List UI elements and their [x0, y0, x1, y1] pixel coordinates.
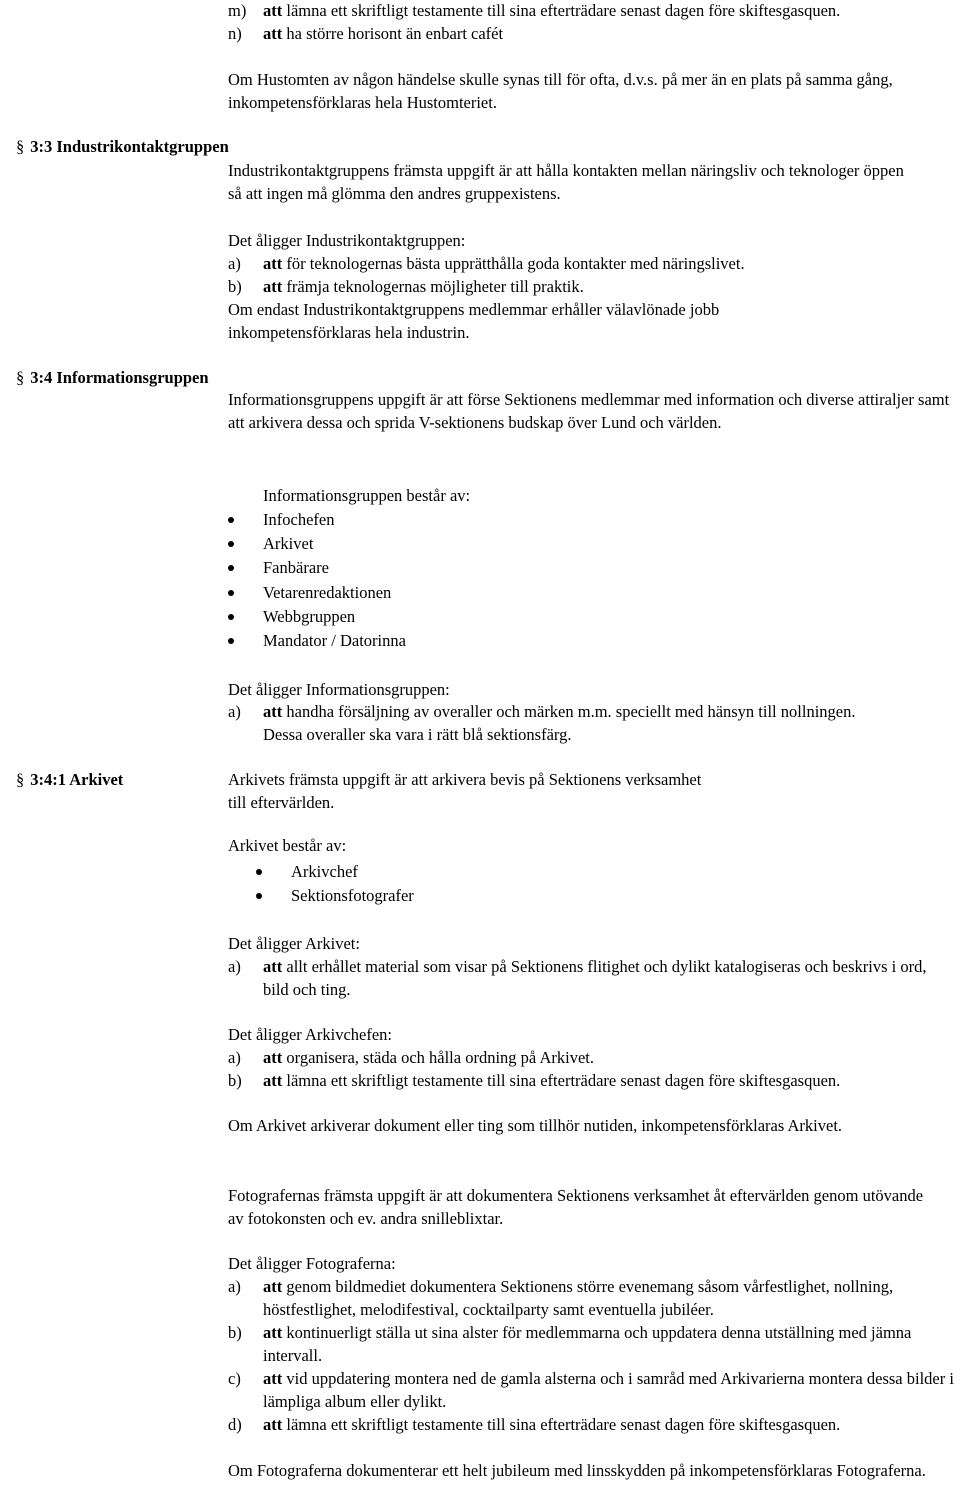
industri-duty-title: Det åligger Industrikontaktgruppen:	[228, 231, 466, 250]
bullet-icon	[228, 541, 234, 547]
section-heading-3-4	[16, 366, 209, 389]
item-text: lämna ett skriftligt testamente till sina efterträdare senast dagen före skiftesgasquen.	[282, 1071, 841, 1090]
fotografer-intro: Fotografernas främsta uppgift är att dokumentera Sektionens verksamhet åt eftervärlden genom utövande av fotokonsten och ev. andra snilleblixtar.	[228, 1186, 924, 1228]
info-duty-list	[228, 700, 890, 746]
item-letter: a)	[228, 702, 241, 721]
arkivet-members-list	[256, 860, 414, 908]
section-heading-3-4-1	[16, 768, 123, 791]
item-keyword: att	[263, 24, 283, 43]
list-item	[228, 700, 890, 746]
arkivet-note: Om Arkivet arkiverar dokument eller ting som tillhör nutiden, inkompetensförklaras Arkivet.	[228, 1116, 843, 1135]
list-item	[228, 1069, 958, 1092]
item-keyword: att	[263, 957, 283, 976]
member-name: Webbgruppen	[263, 606, 356, 626]
list-item	[256, 884, 414, 908]
item-letter: d)	[228, 1415, 242, 1434]
bullet-icon	[256, 869, 262, 875]
item-text: genom bildmediet dokumentera Sektionens större evenemang såsom vårfestlighet, nollning, höstfestlighet, melodifestival, cocktailparty samt eventuella jubiléer.	[263, 1277, 894, 1319]
item-keyword: att	[263, 1277, 283, 1296]
item-text: vid uppdatering montera ned de gamla alsterna och i samråd med Arkivarierna montera dessa bilder i lämpliga album eller dylikt.	[263, 1369, 954, 1411]
list-item	[228, 556, 406, 580]
section-mark: §	[16, 770, 25, 789]
item-keyword: att	[263, 1323, 283, 1342]
list-item	[228, 508, 406, 532]
item-letter: a)	[228, 254, 241, 273]
list-item	[228, 955, 955, 1001]
section-mark: §	[16, 137, 25, 156]
member-name: Arkivchef	[291, 862, 358, 881]
item-letter: m)	[228, 1, 247, 20]
bullet-icon	[228, 638, 234, 644]
item-text: för teknologernas bästa upprätthålla goda kontakter med näringslivet.	[282, 254, 745, 273]
industri-duty-list	[228, 252, 958, 298]
item-text: ha större horisont än enbart cafét	[282, 24, 504, 43]
arkivchef-duty-title: Det åligger Arkivchefen:	[228, 1025, 393, 1044]
list-item	[228, 605, 406, 629]
item-keyword: att	[263, 702, 283, 721]
item-letter: b)	[228, 277, 242, 296]
item-keyword: att	[263, 1415, 283, 1434]
list-item	[228, 1275, 955, 1321]
member-name: Infochefen	[263, 510, 335, 529]
item-text: handha försäljning av overaller och märken m.m. speciellt med hänsyn till nollningen. Dessa overaller ska vara i rätt blå sektionsfärg.	[263, 702, 856, 744]
list-item	[228, 1413, 955, 1436]
top-item-list	[228, 0, 958, 45]
info-duty-title: Det åligger Informationsgruppen:	[228, 680, 450, 699]
member-name: Mandator / Datorinna	[263, 630, 406, 650]
fotografer-note: Om Fotograferna dokumenterar ett helt jubileum med linsskydden på inkompetensförklaras Fotograferna.	[228, 1461, 926, 1480]
list-item	[228, 22, 958, 45]
heading-text: 3:4 Informationsgruppen	[30, 368, 209, 387]
member-name: Arkivet	[263, 534, 314, 554]
bullet-icon	[228, 590, 234, 596]
list-item	[228, 629, 406, 653]
item-letter: c)	[228, 1369, 241, 1388]
item-keyword: att	[263, 1071, 283, 1090]
heading-text: 3:3 Industrikontaktgruppen	[30, 137, 229, 156]
list-item	[228, 581, 406, 605]
item-keyword: att	[263, 1, 283, 20]
hustomten-note: Om Hustomten av någon händelse skulle synas till för ofta, d.v.s. på mer än en plats på samma gång, inkompetensförklaras hela Hustomteriet.	[228, 70, 893, 112]
item-text: organisera, städa och hålla ordning på Arkivet.	[282, 1048, 594, 1067]
info-members-title: Informationsgruppen består av:	[263, 486, 471, 505]
item-keyword: att	[263, 1048, 283, 1067]
industri-intro: Industrikontaktgruppens främsta uppgift är att hålla kontakten mellan näringsliv och teknologer öppen så att ingen må glömma den andres gruppexistens.	[228, 161, 904, 203]
item-text: allt erhållet material som visar på Sektionens flitighet och dylikt katalogiseras och beskrivs i ord, bild och ting.	[263, 957, 927, 999]
item-text: kontinuerligt ställa ut sina alster för medlemmarna och uppdatera denna utställning med jämna intervall.	[263, 1323, 912, 1365]
arkivet-duty-title: Det åligger Arkivet:	[228, 934, 360, 953]
bullet-icon	[228, 517, 234, 523]
section-heading-3-3	[16, 135, 229, 158]
section-mark: §	[16, 368, 25, 387]
list-item	[228, 1046, 958, 1069]
item-text: lämna ett skriftligt testamente till sina efterträdare senast dagen före skiftesgasquen.	[282, 1, 841, 20]
bullet-icon	[256, 893, 262, 899]
bullet-icon	[228, 565, 234, 571]
info-members-list	[228, 508, 406, 653]
fotografer-duty-list	[228, 1275, 955, 1436]
industri-note: Om endast Industrikontaktgruppens medlemmar erhåller välavlönade jobb inkompetensförklaras hela industrin.	[228, 300, 720, 342]
list-item	[228, 1321, 955, 1367]
heading-text: 3:4:1 Arkivet	[30, 770, 124, 789]
item-letter: b)	[228, 1071, 242, 1090]
item-text: lämna ett skriftligt testamente till sina efterträdare senast dagen före skiftesgasquen.	[282, 1415, 841, 1434]
member-name: Vetarenredaktionen	[263, 582, 392, 602]
arkivchef-duty-list	[228, 1046, 958, 1092]
bullet-icon	[228, 614, 234, 620]
item-letter: a)	[228, 1277, 241, 1296]
list-item	[228, 0, 958, 22]
item-letter: b)	[228, 1323, 242, 1342]
item-keyword: att	[263, 1369, 283, 1388]
list-item	[256, 860, 414, 884]
list-item	[228, 532, 406, 556]
arkivet-intro: Arkivets främsta uppgift är att arkivera bevis på Sektionens verksamhet till eftervärlden.	[228, 770, 702, 812]
arkivet-duty-list	[228, 955, 955, 1001]
info-intro: Informationsgruppens uppgift är att förse Sektionens medlemmar med information och diverse attiraljer samt att arkivera dessa och sprida V-sektionens budskap över Lund och världen.	[228, 390, 950, 432]
arkivet-members-title: Arkivet består av:	[228, 836, 347, 855]
list-item	[228, 275, 958, 298]
list-item	[228, 1367, 955, 1413]
item-letter: a)	[228, 957, 241, 976]
fotografer-duty-title: Det åligger Fotograferna:	[228, 1254, 396, 1273]
item-keyword: att	[263, 254, 283, 273]
item-letter: a)	[228, 1048, 241, 1067]
member-name: Sektionsfotografer	[291, 886, 414, 906]
member-name: Fanbärare	[263, 558, 329, 578]
item-keyword: att	[263, 277, 283, 296]
item-letter: n)	[228, 24, 242, 43]
item-text: främja teknologernas möjligheter till praktik.	[282, 277, 584, 296]
list-item	[228, 252, 958, 275]
